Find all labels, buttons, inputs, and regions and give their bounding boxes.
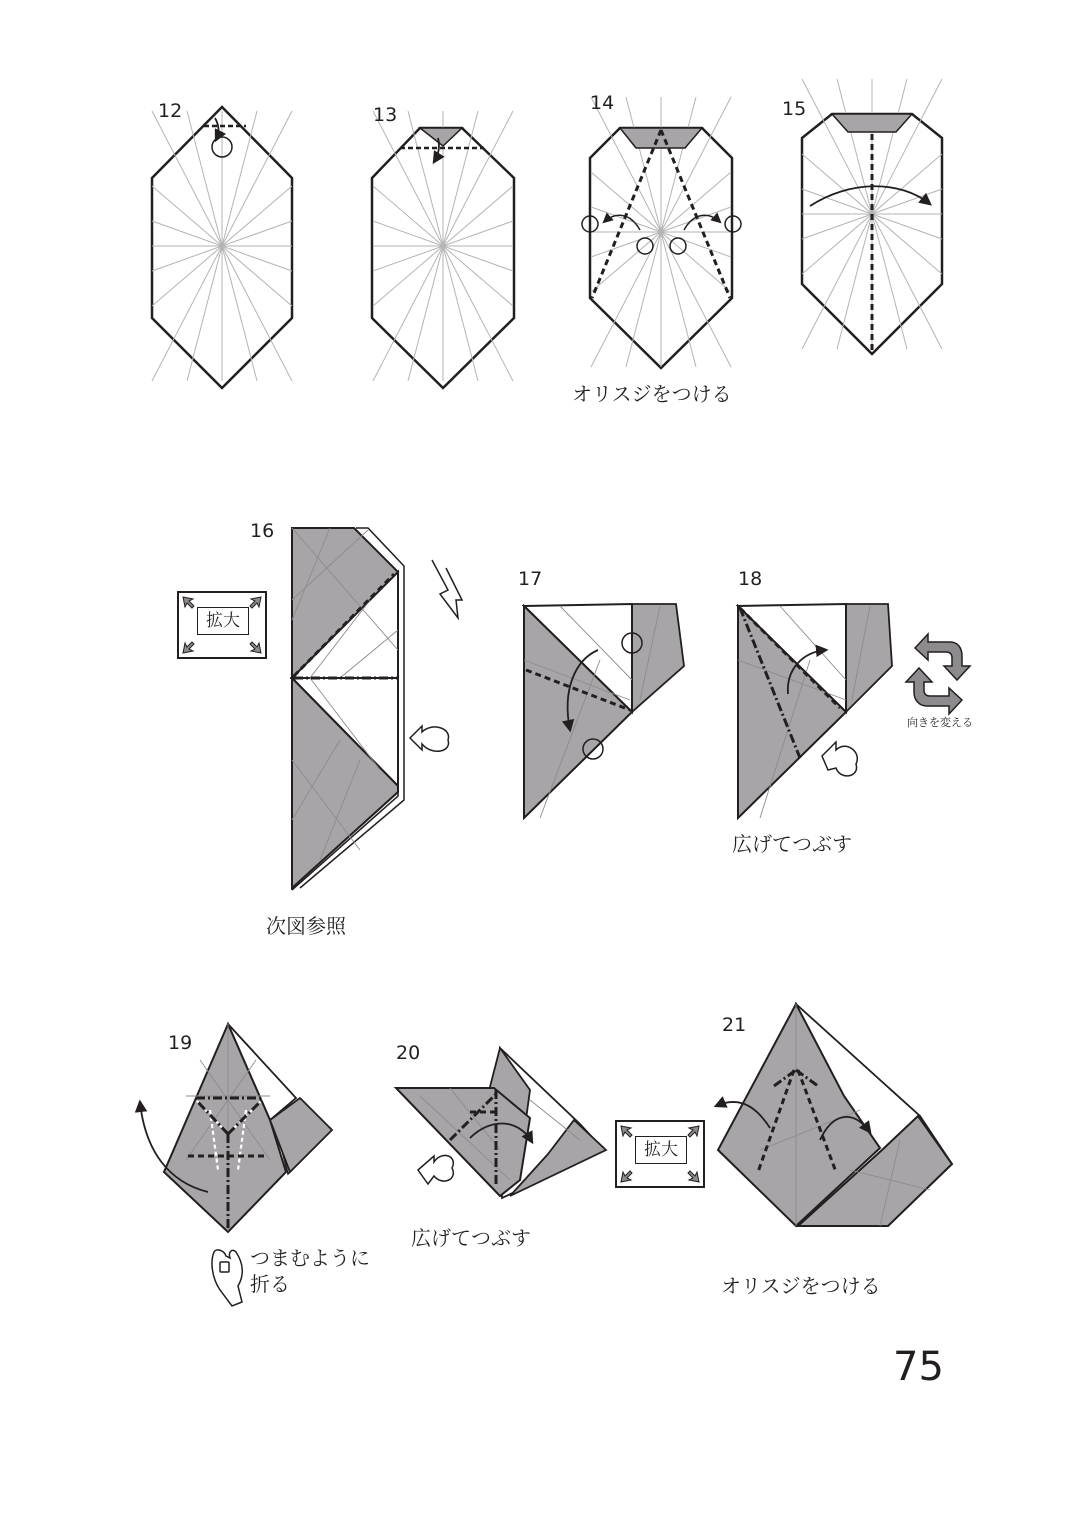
push-arrow <box>410 726 449 751</box>
enlarge-mark <box>177 591 267 659</box>
step-number-18: 18 <box>738 568 763 590</box>
enlarge-label: 拡大 <box>635 1136 687 1164</box>
caption-step-16: 次図参照 <box>266 914 346 938</box>
caption-rotate: 向きを変える <box>907 716 973 729</box>
enlarge-label: 拡大 <box>197 607 249 635</box>
push-arrow <box>418 1155 453 1184</box>
push-arrow <box>822 742 857 776</box>
step-number-17: 17 <box>518 568 543 590</box>
enlarge-mark <box>615 1120 705 1188</box>
step-number-15: 15 <box>782 98 807 120</box>
push-arrow <box>432 560 462 618</box>
pinch-hand-icon <box>212 1250 242 1306</box>
step-12-model <box>152 107 292 388</box>
caption-step-20: 広げてつぶす <box>411 1226 531 1250</box>
step-14-model <box>582 97 741 368</box>
step-number-13: 13 <box>373 104 398 126</box>
step-number-20: 20 <box>396 1042 421 1064</box>
step-18-model <box>738 604 970 818</box>
step-13-model <box>372 111 514 388</box>
rotate-icon <box>906 634 970 714</box>
caption-step-21: オリスジをつける <box>721 1274 881 1298</box>
caption-step-19-line2: 折る <box>250 1272 290 1296</box>
step-16-model <box>292 528 462 890</box>
step-15-model <box>802 79 942 354</box>
caption-step-14: オリスジをつける <box>572 382 732 406</box>
step-number-19: 19 <box>168 1032 193 1054</box>
step-number-16: 16 <box>250 520 275 542</box>
page-number: 75 <box>893 1344 944 1390</box>
step-number-21: 21 <box>722 1014 747 1036</box>
step-number-14: 14 <box>590 92 615 114</box>
step-number-12: 12 <box>158 100 183 122</box>
caption-step-19-line1: つまむように <box>250 1246 370 1270</box>
step-17-model <box>524 604 684 818</box>
step-21-model <box>716 1004 952 1226</box>
caption-step-18: 広げてつぶす <box>732 832 852 856</box>
step-20-model <box>396 1048 606 1198</box>
